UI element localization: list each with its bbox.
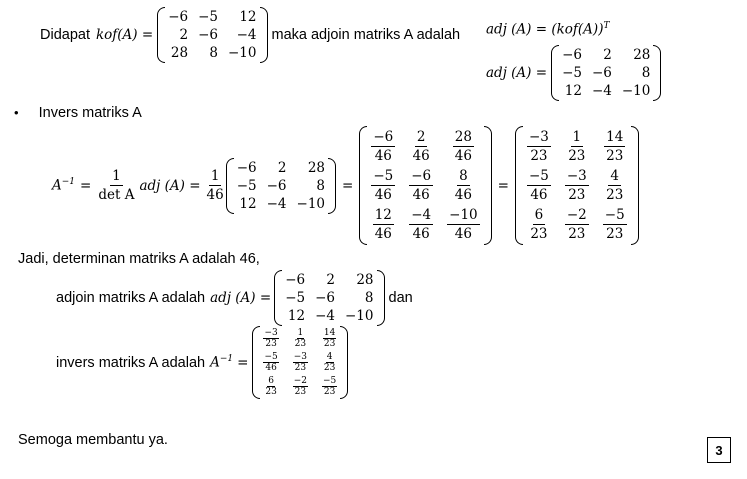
equals-2: =: [342, 177, 354, 194]
didapat-text: Didapat: [40, 27, 90, 43]
matrix-cell: −6: [315, 290, 335, 306]
fraction-cell: $\frac{-2}{23}$: [293, 376, 308, 397]
matrix-cell: −10: [296, 195, 326, 212]
fraction-cell: $\frac{-3}{23}$: [566, 168, 587, 203]
adjoint-matrix-final: [274, 270, 384, 326]
fraction-cell: $\frac{-3}{23}$: [528, 129, 549, 164]
adjoint-matrix-inline: [226, 158, 336, 214]
matrix-cell: 8: [316, 177, 326, 194]
matrix-cell: 28: [633, 47, 651, 63]
matrix-cell: 28: [356, 272, 374, 288]
adjoint-conclusion-text: adjoin matriks A adalah: [56, 290, 206, 306]
fraction-cell: $\frac{-3}{23}$: [264, 328, 278, 349]
fraction-cell: $\frac{4}{23}$: [606, 168, 624, 203]
matrix-cell: −10: [621, 83, 651, 99]
matrix-cell: −4: [236, 27, 257, 43]
matrix-cell: −10: [345, 308, 374, 324]
equals-3: =: [497, 177, 509, 194]
one-over-det: $\frac{1}{\text{det A}}$: [98, 168, 135, 203]
matrix-cell: 12: [239, 195, 257, 212]
matrix-cell: 28: [170, 45, 189, 61]
fraction-cell: $\frac{2}{46}$: [412, 129, 430, 164]
kofactor-line: [40, 7, 460, 63]
fraction-cell: $\frac{-6}{46}$: [411, 168, 432, 203]
matrix-cell: −4: [591, 83, 612, 99]
matrix-cell: 12: [564, 83, 582, 99]
adjoint-conclusion-label: adj (A) =: [210, 290, 272, 306]
fraction-cell: $\frac{1}{23}$: [294, 328, 307, 349]
matrix-cell: −4: [315, 308, 335, 324]
page-number: 3: [715, 442, 723, 458]
fraction-cell: $\frac{-5}{46}$: [528, 168, 549, 203]
inverse-conclusion-text: invers matriks A adalah: [56, 354, 206, 371]
matrix-cell: −6: [562, 47, 582, 63]
dan-text: dan: [388, 290, 413, 306]
adj-eq-label: adj (A) =: [486, 65, 548, 81]
equals-1: =: [80, 177, 92, 194]
matrix-cell: −6: [591, 65, 612, 81]
inverse-matrix-final: [252, 326, 348, 399]
kof-lhs: kof(A) =: [95, 27, 154, 43]
one-over-46: $\frac{1}{46}$: [206, 168, 224, 203]
fraction-cell: $\frac{-4}{46}$: [411, 207, 432, 242]
fraction-cell: $\frac{14}{23}$: [606, 129, 624, 164]
matrix-cell: 8: [209, 45, 218, 61]
matrix-cell: −6: [168, 9, 189, 25]
matrix-cell: −5: [562, 65, 582, 81]
matrix-cell: 2: [179, 27, 189, 43]
fraction-cell: $\frac{-5}{23}$: [323, 376, 337, 397]
matrix-cell: 2: [603, 47, 612, 63]
matrix-cell: 2: [326, 272, 335, 288]
fraction-cell: $\frac{28}{46}$: [454, 129, 472, 164]
adj-definition: [486, 21, 609, 38]
matrix-cell: −6: [285, 272, 306, 288]
bullet-text: Invers matriks A: [38, 105, 142, 121]
matrix-cell: 12: [239, 9, 257, 25]
matrix-cell: −10: [228, 45, 257, 61]
fraction-cell: $\frac{-5}{46}$: [373, 168, 394, 203]
fraction-cell: $\frac{14}{23}$: [323, 328, 336, 349]
matrix-cell: −6: [236, 159, 257, 176]
matrix-cell: −6: [266, 177, 287, 194]
a-inverse-lhs: $A^{-1}$: [52, 177, 76, 194]
fraction-cell: $\frac{8}{46}$: [454, 168, 472, 203]
fraction-cell: $\frac{-3}{23}$: [293, 352, 308, 373]
adj-label-inline: adj (A) =: [139, 177, 201, 194]
adjoin-intro-text: maka adjoin matriks A adalah: [271, 27, 461, 43]
fraction-cell: $\frac{4}{23}$: [323, 352, 336, 373]
matrix-cell: 2: [277, 159, 287, 176]
matrix-cell: −5: [198, 9, 218, 25]
matrix-cell: −5: [236, 177, 257, 194]
adj-definition-lhs: adj (A) = (kof(A)): [486, 21, 604, 38]
matrix-over-46: [359, 126, 491, 245]
adj-equation: [486, 45, 661, 101]
fraction-cell: $\frac{12}{46}$: [374, 207, 392, 242]
bullet-symbol: •: [14, 105, 19, 120]
matrix-cell: 28: [307, 159, 326, 176]
inverse-conclusion: [56, 326, 348, 399]
inverse-formula: [52, 126, 639, 245]
fraction-cell: $\frac{-5}{46}$: [264, 352, 278, 373]
page-number-box: [707, 437, 731, 463]
fraction-cell: $\frac{-2}{23}$: [566, 207, 587, 242]
matrix-cell: 8: [364, 290, 374, 306]
fraction-cell: $\frac{-6}{46}$: [373, 129, 394, 164]
adjoint-conclusion: [56, 270, 413, 326]
fraction-cell: $\frac{-10}{46}$: [449, 207, 478, 242]
fraction-cell: $\frac{6}{23}$: [265, 376, 277, 397]
fraction-cell: $\frac{1}{23}$: [568, 129, 586, 164]
determinant-conclusion: Jadi, determinan matriks A adalah 46,: [18, 251, 260, 267]
matrix-over-23: [515, 126, 639, 245]
matrix-cell: −5: [285, 290, 306, 306]
fraction-cell: $\frac{6}{23}$: [530, 207, 548, 242]
matrix-cell: 12: [287, 308, 306, 324]
inverse-conclusion-lhs: $A^{-1}$: [210, 354, 234, 371]
closing-text: Semoga membantu ya.: [18, 432, 168, 448]
transpose-sup: T: [603, 21, 610, 31]
kofactor-matrix: [157, 7, 267, 63]
adjoint-matrix: [551, 45, 661, 101]
fraction-cell: $\frac{-5}{23}$: [604, 207, 625, 242]
inverse-conclusion-eq: =: [237, 354, 249, 371]
matrix-cell: −4: [266, 195, 287, 212]
matrix-cell: −6: [198, 27, 218, 43]
bullet-heading: [14, 105, 142, 121]
matrix-cell: 8: [641, 65, 651, 81]
